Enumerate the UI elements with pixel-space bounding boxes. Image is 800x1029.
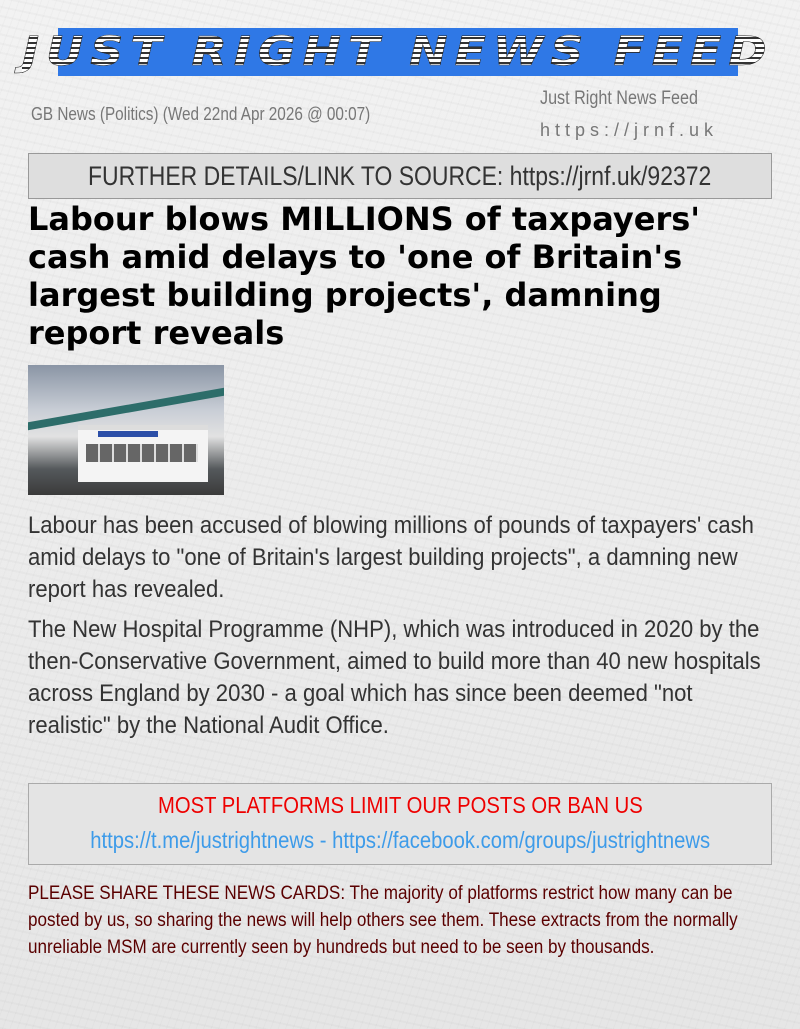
headline: Labour blows MILLIONS of taxpayers' cash amid delays to 'one of Britain's largest building projects', damning report reveals (28, 200, 701, 352)
logo-text: JUST RIGHT NEWS FEED (22, 29, 774, 75)
share-notice: PLEASE SHARE THESE NEWS CARDS: The majority of platforms restrict how many can be posted by us, so sharing the news will help others see them. These extracts from the normally unreliable MSM are currently seen by hundreds but need to be seen by thousands. (28, 883, 738, 958)
source-line: GB News (Politics) (Wed 22nd Apr 2026 @ 00:07) (31, 104, 371, 124)
article-image (28, 365, 224, 495)
source-link-box[interactable] (28, 153, 772, 199)
article-body (28, 510, 778, 750)
logo (22, 28, 774, 76)
social-links[interactable]: https://t.me/justrightnews - https://facebook.com/groups/justrightnews (90, 827, 710, 853)
brand-name: Just Right News Feed (540, 88, 698, 109)
warning-title: MOST PLATFORMS LIMIT OUR POSTS OR BAN US (157, 792, 643, 818)
platform-warning-box (28, 783, 772, 865)
site-url[interactable]: https://jrnf.uk (540, 120, 719, 140)
source-link[interactable]: FURTHER DETAILS/LINK TO SOURCE: https://jrnf.uk/92372 (88, 160, 712, 191)
paragraph: Labour has been accused of blowing millions of pounds of taxpayers' cash amid delays to "one of Britain's largest building projects", a damning new report has revealed. (28, 512, 754, 603)
paragraph: The New Hospital Programme (NHP), which was introduced in 2020 by the then-Conservative Government, aimed to build more than 40 new hospitals across England by 2030 - a goal which has since been deemed "not realistic" by the National Audit Office. (28, 616, 761, 739)
